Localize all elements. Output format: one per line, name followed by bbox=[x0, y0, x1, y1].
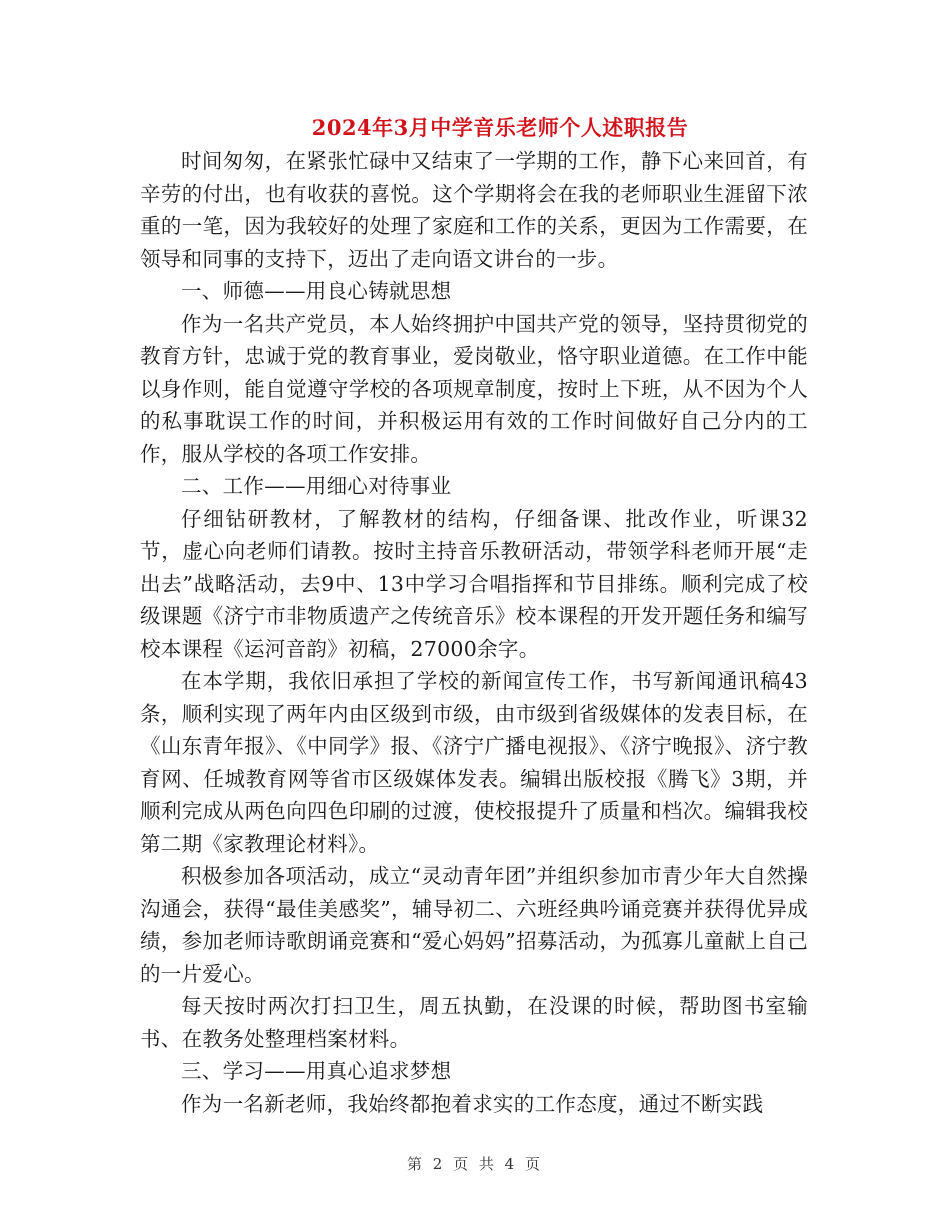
section-heading-ethics: 一、师德——用良心铸就思想 bbox=[181, 279, 452, 303]
document-body bbox=[140, 145, 808, 1120]
section-heading-study: 三、学习——用真心追求梦想 bbox=[181, 1059, 452, 1083]
paragraph-activities: 积极参加各项活动，成立“灵动青年团”并组织参加市青少年大自然操沟通会，获得“最佳美感奖”，辅导初二、六班经典吟诵竞赛并获得优异成绩，参加老师诗歌朗诵竞赛和“爱心妈妈”招募活动，为孤寡儿童献上自己的一片爱心。 bbox=[140, 864, 808, 986]
document-title: 2024年3月中学音乐老师个人述职报告 bbox=[311, 115, 689, 140]
section-heading-work: 二、工作——用细心对待事业 bbox=[181, 474, 452, 498]
paragraph-ethics: 作为一名共产党员，本人始终拥护中国共产党的领导，坚持贯彻党的教育方针，忠诚于党的教育事业，爱岗敬业，恪守职业道德。在工作中能以身作则，能自觉遵守学校的各项规章制度，按时上下班，从不因为个人的私事耽误工作的时间，并积极运用有效的工作时间做好自己分内的工作，服从学校的各项工作安排。 bbox=[140, 311, 808, 466]
paragraph-teaching: 仔细钻研教材，了解教材的结构，仔细备课、批改作业，听课32节，虚心向老师们请教。按时主持音乐教研活动，带领学科老师开展“走出去”战略活动，去9中、13中学习合唱指挥和节目排练。顺利完成了校级课题《济宁市非物质遗产之传统音乐》校本课程的开发开题任务和编写校本课程《运河音韵》初稿，27000余字。 bbox=[140, 506, 808, 661]
paragraph-intro: 时间匆匆，在紧张忙碌中又结束了一学期的工作，静下心来回首，有辛劳的付出，也有收获的喜悦。这个学期将会在我的老师职业生涯留下浓重的一笔，因为我较好的处理了家庭和工作的关系，更因为工作需要，在领导和同事的支持下，迈出了走向语文讲台的一步。 bbox=[140, 149, 808, 271]
paragraph-duties: 每天按时两次打扫卫生，周五执勤，在没课的时候，帮助图书室输书、在教务处整理档案材料。 bbox=[140, 994, 808, 1051]
paragraph-news: 在本学期，我依旧承担了学校的新闻宣传工作，书写新闻通讯稿43条，顺利实现了两年内由区级到市级，由市级到省级媒体的发表目标，在《山东青年报》、《中同学》报、《济宁广播电视报》、《济宁晚报》、济宁教育网、任城教育网等省市区级媒体发表。编辑出版校报《腾飞》3期，并顺利完成从两色向四色印刷的过渡，使校报提升了质量和档次。编辑我校第二期《家教理论材料》。 bbox=[140, 669, 808, 856]
page-footer: 第 2 页 共 4 页 bbox=[407, 1155, 543, 1173]
paragraph-study: 作为一名新老师，我始终都抱着求实的工作态度，通过不断实践 bbox=[181, 1091, 764, 1116]
